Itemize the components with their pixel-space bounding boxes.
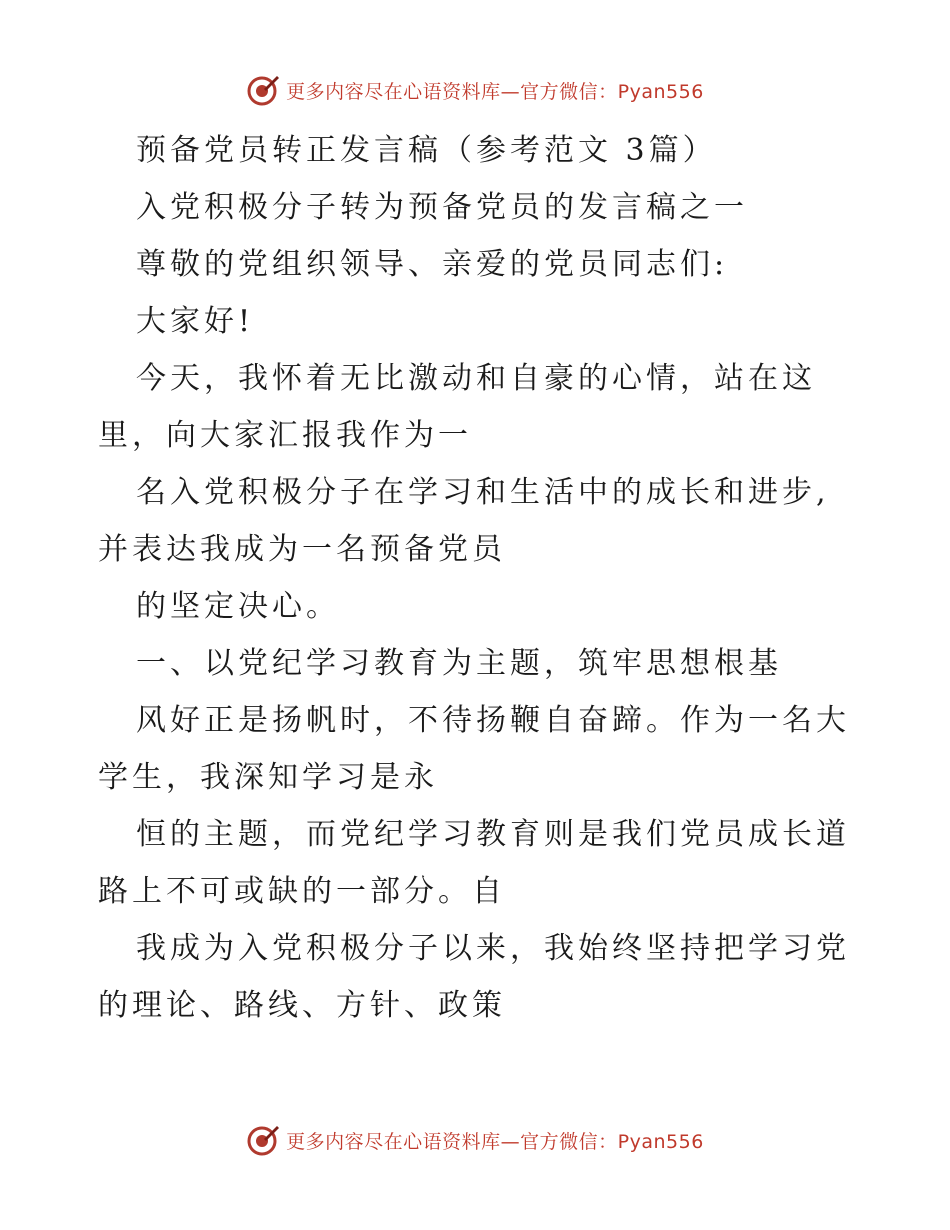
- document-body: [98, 122, 858, 1034]
- doc-line: 并表达我成为一名预备党员: [98, 532, 506, 567]
- header-banner: [0, 70, 950, 110]
- doc-line: 我成为入党积极分子以来，我始终坚持把学习党: [136, 931, 850, 966]
- footer-banner: [0, 1120, 950, 1160]
- pen-seal-icon: [246, 73, 280, 107]
- pen-seal-icon: [246, 1123, 280, 1157]
- doc-line: 风好正是扬帆时，不待扬鞭自奋蹄。作为一名大: [136, 703, 850, 738]
- doc-section-heading: 一、以党纪学习教育为主题，筑牢思想根基: [136, 646, 782, 681]
- doc-line: 尊敬的党组织领导、亲爱的党员同志们:: [136, 247, 729, 282]
- doc-line: 名入党积极分子在学习和生活中的成长和进步,: [136, 475, 830, 510]
- doc-subtitle: 入党积极分子转为预备党员的发言稿之一: [136, 190, 748, 225]
- footer-banner-text: 更多内容尽在心语资料库—官方微信：Pyan556: [286, 1130, 704, 1153]
- doc-title: 预备党员转正发言稿（参考范文 3篇）: [136, 133, 717, 168]
- doc-line: 大家好!: [136, 304, 255, 339]
- doc-line: 里，向大家汇报我作为一: [98, 418, 472, 453]
- doc-line: 学生，我深知学习是永: [98, 760, 438, 795]
- doc-line: 的理论、路线、方针、政策: [98, 988, 506, 1023]
- header-banner-text: 更多内容尽在心语资料库—官方微信：Pyan556: [286, 80, 704, 103]
- doc-line: 今天，我怀着无比激动和自豪的心情，站在这: [136, 361, 816, 396]
- doc-line: 恒的主题，而党纪学习教育则是我们党员成长道: [136, 817, 850, 852]
- doc-line: 的坚定决心。: [136, 589, 340, 624]
- doc-line: 路上不可或缺的一部分。自: [98, 874, 506, 909]
